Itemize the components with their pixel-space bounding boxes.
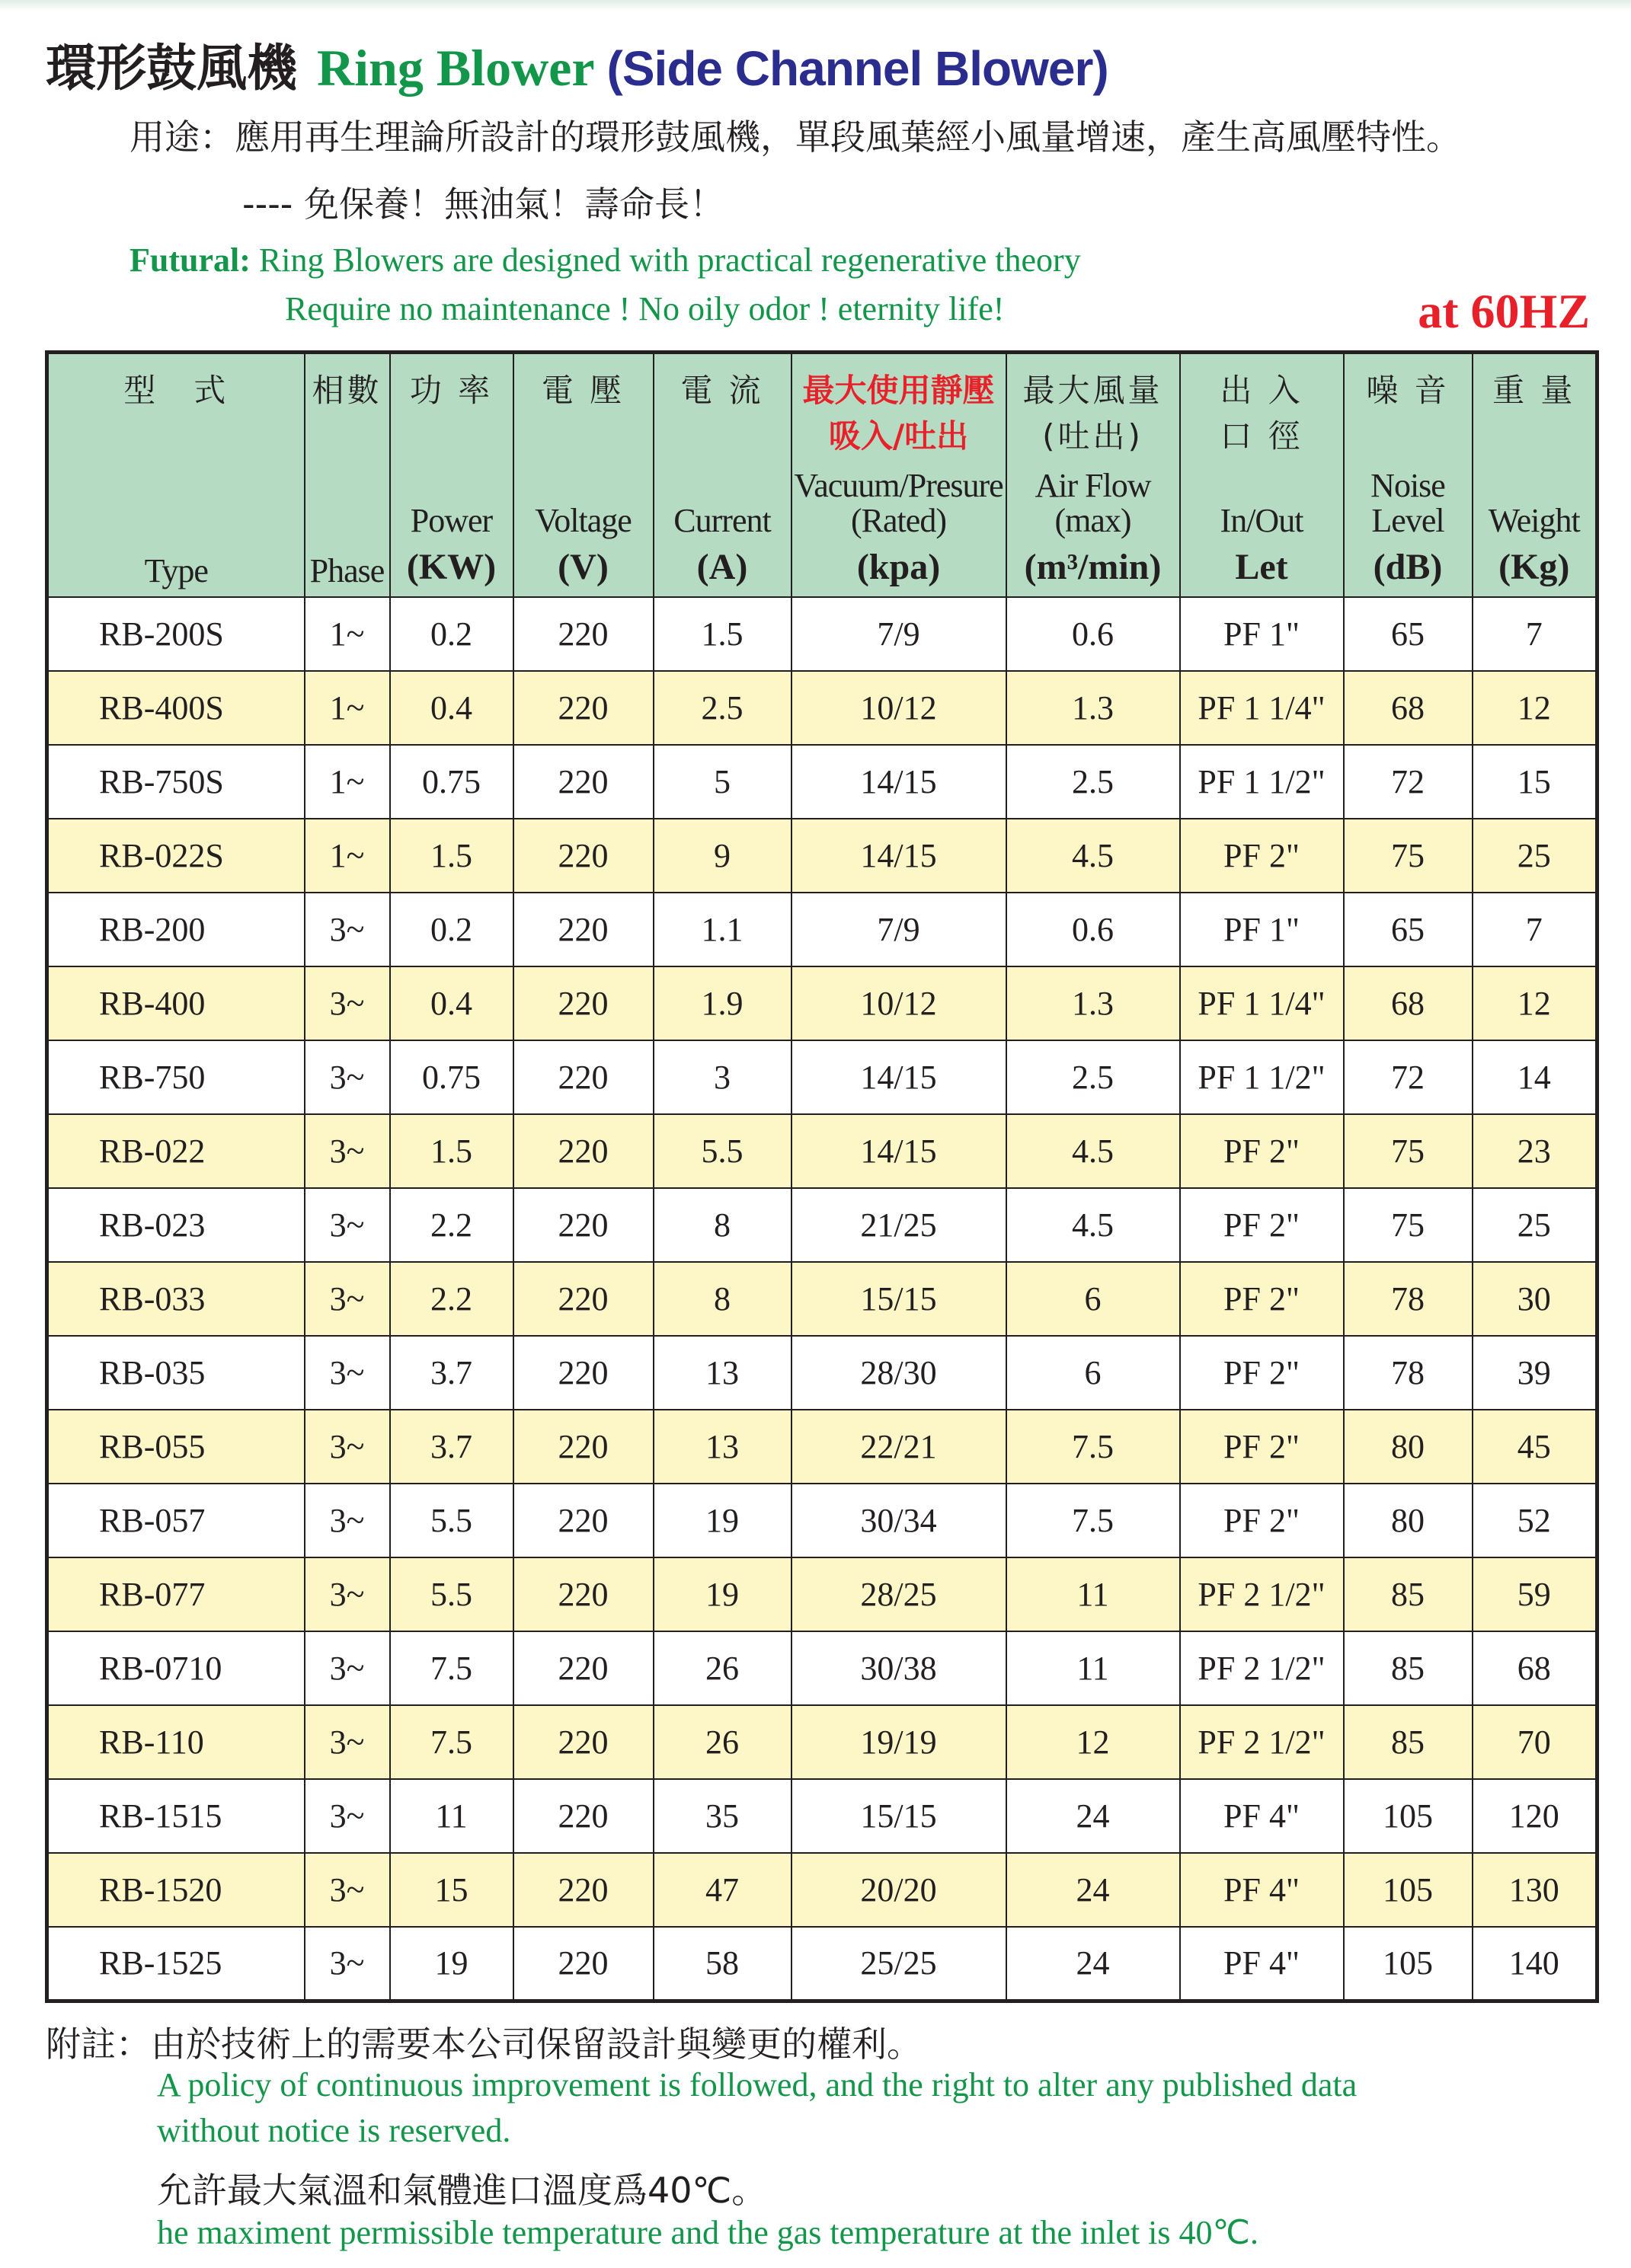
column-header-english: Air Flow (max) [1035, 467, 1151, 539]
cell-voltage: 220 [513, 893, 654, 966]
cell-type: RB-057 [47, 1484, 305, 1557]
cell-phase: 3~ [305, 893, 390, 966]
cell-weight: 68 [1473, 1631, 1597, 1705]
table-row [47, 745, 1597, 819]
cell-phase: 3~ [305, 966, 390, 1040]
cell-current: 5.5 [654, 1114, 792, 1188]
cell-inlet: PF 2 1/2" [1180, 1631, 1344, 1705]
frequency-label: at 60HZ [1418, 284, 1590, 338]
cell-type: RB-750S [47, 745, 305, 819]
cell-phase: 1~ [305, 745, 390, 819]
cell-phase: 3~ [305, 1705, 390, 1779]
cell-inlet: PF 2" [1180, 1188, 1344, 1262]
cell-airflow: 1.3 [1006, 966, 1180, 1040]
cell-voltage: 220 [513, 1779, 654, 1853]
cell-inlet: PF 4" [1180, 1853, 1344, 1927]
cell-power: 2.2 [390, 1188, 513, 1262]
column-header [390, 353, 513, 598]
column-header-chinese: 功 率 [409, 372, 494, 409]
cell-airflow: 4.5 [1006, 819, 1180, 893]
table-row [47, 1336, 1597, 1410]
cell-weight: 23 [1473, 1114, 1597, 1188]
table-row [47, 1410, 1597, 1484]
cell-current: 8 [654, 1188, 792, 1262]
column-header-chinese: 重 量 [1492, 372, 1576, 409]
cell-pressure: 7/9 [792, 893, 1006, 966]
cell-airflow: 7.5 [1006, 1484, 1180, 1557]
cell-phase: 1~ [305, 819, 390, 893]
column-header-content [391, 354, 513, 596]
table-row [47, 1927, 1597, 2001]
note-english-2: he maximent permissible temperature and the gas temperature at the inlet is 40℃. [157, 2214, 1258, 2251]
cell-noise: 72 [1344, 1040, 1473, 1114]
column-header-chinese: 最大風量 [1022, 372, 1163, 409]
column-header-unit: (KW) [406, 547, 497, 587]
cell-current: 1.5 [654, 597, 792, 671]
column-header-english: Weight [1488, 502, 1580, 539]
cell-phase: 3~ [305, 1114, 390, 1188]
column-header-unit: (m³/min) [1024, 547, 1162, 587]
cell-noise: 105 [1344, 1853, 1473, 1927]
cell-weight: 130 [1473, 1853, 1597, 1927]
cell-current: 19 [654, 1557, 792, 1631]
cell-noise: 80 [1344, 1410, 1473, 1484]
cell-noise: 72 [1344, 745, 1473, 819]
note-english-1b: without notice is reserved. [157, 2112, 511, 2149]
cell-inlet: PF 1" [1180, 597, 1344, 671]
cell-type: RB-750 [47, 1040, 305, 1114]
column-header-content [1473, 354, 1596, 596]
column-header [1344, 353, 1473, 598]
table-row [47, 819, 1597, 893]
cell-noise: 75 [1344, 1188, 1473, 1262]
cell-noise: 78 [1344, 1336, 1473, 1410]
cell-noise: 78 [1344, 1262, 1473, 1336]
cell-type: RB-110 [47, 1705, 305, 1779]
cell-inlet: PF 2 1/2" [1180, 1705, 1344, 1779]
table-row [47, 1484, 1597, 1557]
table-row [47, 597, 1597, 671]
cell-weight: 59 [1473, 1557, 1597, 1631]
column-header [1180, 353, 1344, 598]
cell-voltage: 220 [513, 1040, 654, 1114]
cell-power: 7.5 [390, 1705, 513, 1779]
cell-pressure: 10/12 [792, 966, 1006, 1040]
cell-weight: 30 [1473, 1262, 1597, 1336]
cell-power: 5.5 [390, 1484, 513, 1557]
note-english-1a: A policy of continuous improvement is followed, and the right to alter any published data [157, 2066, 1358, 2103]
cell-weight: 12 [1473, 671, 1597, 745]
futural-line-2: Require no maintenance ! No oily odor ! eternity life! [285, 290, 1005, 327]
column-header-english: Current [673, 502, 771, 539]
cell-airflow: 4.5 [1006, 1188, 1180, 1262]
cell-noise: 85 [1344, 1705, 1473, 1779]
column-header-chinese-2: (吐出) [1042, 417, 1143, 455]
column-header-chinese: 型 式 [123, 372, 229, 409]
cell-type: RB-1525 [47, 1927, 305, 2001]
table-row [47, 966, 1597, 1040]
cell-phase: 1~ [305, 671, 390, 745]
cell-noise: 65 [1344, 597, 1473, 671]
cell-phase: 3~ [305, 1631, 390, 1705]
title-subtitle: (Side Channel Blower) [606, 41, 1108, 96]
cell-pressure: 28/25 [792, 1557, 1006, 1631]
column-header-content [305, 354, 389, 596]
cell-pressure: 15/15 [792, 1262, 1006, 1336]
cell-pressure: 19/19 [792, 1705, 1006, 1779]
cell-power: 19 [390, 1927, 513, 2001]
cell-pressure: 7/9 [792, 597, 1006, 671]
table-row [47, 1557, 1597, 1631]
column-header-content [514, 354, 653, 596]
cell-power: 1.5 [390, 1114, 513, 1188]
cell-noise: 105 [1344, 1779, 1473, 1853]
cell-airflow: 11 [1006, 1557, 1180, 1631]
column-header-unit: (Kg) [1498, 547, 1570, 587]
cell-type: RB-1515 [47, 1779, 305, 1853]
usage-text: 用途：應用再生理論所設計的環形鼓風機，單段風葉經小風量增速，產生高風壓特性。 [130, 117, 1461, 158]
cell-weight: 7 [1473, 893, 1597, 966]
cell-type: RB-033 [47, 1262, 305, 1336]
column-header [47, 353, 305, 598]
cell-airflow: 2.5 [1006, 745, 1180, 819]
cell-power: 0.2 [390, 893, 513, 966]
cell-phase: 3~ [305, 1927, 390, 2001]
column-header-chinese: 噪 音 [1366, 372, 1450, 409]
column-header-unit: (A) [696, 547, 748, 587]
cell-voltage: 220 [513, 1336, 654, 1410]
cell-type: RB-055 [47, 1410, 305, 1484]
cell-pressure: 20/20 [792, 1853, 1006, 1927]
column-header-content [792, 354, 1006, 596]
column-header-content [1345, 354, 1472, 596]
column-header-chinese: 電 流 [680, 372, 764, 409]
slogan-text: ---- 免保養！無油氣！壽命長！ [242, 184, 725, 225]
column-header-chinese-2: 口 徑 [1220, 417, 1303, 455]
cell-airflow: 11 [1006, 1631, 1180, 1705]
cell-pressure: 10/12 [792, 671, 1006, 745]
cell-voltage: 220 [513, 1705, 654, 1779]
cell-pressure: 30/38 [792, 1631, 1006, 1705]
cell-airflow: 24 [1006, 1779, 1180, 1853]
cell-inlet: PF 2" [1180, 1410, 1344, 1484]
cell-type: RB-022 [47, 1114, 305, 1188]
note-chinese-2: 允許最大氣溫和氣體進口溫度爲40℃。 [157, 2170, 767, 2211]
cell-current: 13 [654, 1410, 792, 1484]
cell-noise: 68 [1344, 671, 1473, 745]
column-header [792, 353, 1006, 598]
cell-voltage: 220 [513, 1853, 654, 1927]
cell-voltage: 220 [513, 1262, 654, 1336]
cell-type: RB-077 [47, 1557, 305, 1631]
cell-noise: 105 [1344, 1927, 1473, 2001]
column-header-unit: (kpa) [856, 547, 941, 587]
cell-inlet: PF 1 1/4" [1180, 966, 1344, 1040]
futural-line-1 [130, 241, 1081, 280]
cell-pressure: 22/21 [792, 1410, 1006, 1484]
cell-power: 15 [390, 1853, 513, 1927]
cell-current: 26 [654, 1705, 792, 1779]
cell-airflow: 6 [1006, 1336, 1180, 1410]
cell-inlet: PF 4" [1180, 1779, 1344, 1853]
cell-pressure: 21/25 [792, 1188, 1006, 1262]
cell-weight: 12 [1473, 966, 1597, 1040]
column-header-chinese-2: 吸入/吐出 [828, 417, 969, 455]
table-row [47, 1114, 1597, 1188]
cell-phase: 3~ [305, 1040, 390, 1114]
cell-voltage: 220 [513, 745, 654, 819]
futural-text: Ring Blowers are designed with practical regenerative theory [250, 241, 1081, 279]
cell-airflow: 0.6 [1006, 893, 1180, 966]
cell-noise: 65 [1344, 893, 1473, 966]
cell-power: 0.2 [390, 597, 513, 671]
table-row [47, 1853, 1597, 1927]
cell-noise: 80 [1344, 1484, 1473, 1557]
cell-noise: 85 [1344, 1557, 1473, 1631]
cell-noise: 68 [1344, 966, 1473, 1040]
table-header-row [47, 353, 1597, 598]
cell-inlet: PF 2" [1180, 1114, 1344, 1188]
cell-power: 0.4 [390, 966, 513, 1040]
cell-weight: 120 [1473, 1779, 1597, 1853]
cell-current: 1.9 [654, 966, 792, 1040]
cell-phase: 1~ [305, 597, 390, 671]
cell-inlet: PF 2" [1180, 819, 1344, 893]
cell-current: 1.1 [654, 893, 792, 966]
cell-weight: 39 [1473, 1336, 1597, 1410]
cell-weight: 140 [1473, 1927, 1597, 2001]
cell-phase: 3~ [305, 1262, 390, 1336]
cell-inlet: PF 2" [1180, 1484, 1344, 1557]
cell-weight: 52 [1473, 1484, 1597, 1557]
column-header [654, 353, 792, 598]
column-header-chinese: 出 入 [1220, 372, 1303, 409]
cell-power: 0.75 [390, 1040, 513, 1114]
table-row [47, 1705, 1597, 1779]
cell-inlet: PF 1" [1180, 893, 1344, 966]
cell-voltage: 220 [513, 597, 654, 671]
column-header-unit: (V) [558, 547, 609, 587]
table-row [47, 1779, 1597, 1853]
cell-airflow: 1.3 [1006, 671, 1180, 745]
cell-power: 2.2 [390, 1262, 513, 1336]
cell-type: RB-200S [47, 597, 305, 671]
column-header-unit: (dB) [1373, 547, 1443, 587]
table-row [47, 1631, 1597, 1705]
cell-pressure: 14/15 [792, 745, 1006, 819]
column-header-content [1007, 354, 1179, 596]
column-header-chinese: 電 壓 [541, 372, 625, 409]
futural-label: Futural: [130, 241, 251, 279]
column-header-english: Type [144, 552, 208, 589]
table-row [47, 893, 1597, 966]
cell-phase: 3~ [305, 1410, 390, 1484]
cell-voltage: 220 [513, 1484, 654, 1557]
cell-weight: 70 [1473, 1705, 1597, 1779]
cell-inlet: PF 2" [1180, 1336, 1344, 1410]
cell-phase: 3~ [305, 1853, 390, 1927]
cell-inlet: PF 1 1/2" [1180, 1040, 1344, 1114]
cell-voltage: 220 [513, 1557, 654, 1631]
cell-inlet: PF 1 1/4" [1180, 671, 1344, 745]
cell-power: 7.5 [390, 1631, 513, 1705]
cell-current: 2.5 [654, 671, 792, 745]
cell-current: 35 [654, 1779, 792, 1853]
column-header-chinese: 最大使用靜壓 [802, 372, 995, 409]
column-header-english: Noise Level [1370, 467, 1445, 539]
top-band [0, 0, 1631, 11]
cell-weight: 45 [1473, 1410, 1597, 1484]
cell-noise: 85 [1344, 1631, 1473, 1705]
cell-current: 9 [654, 819, 792, 893]
column-header [1006, 353, 1180, 598]
cell-weight: 25 [1473, 819, 1597, 893]
cell-airflow: 2.5 [1006, 1040, 1180, 1114]
column-header-content [654, 354, 791, 596]
cell-current: 19 [654, 1484, 792, 1557]
cell-noise: 75 [1344, 1114, 1473, 1188]
cell-airflow: 4.5 [1006, 1114, 1180, 1188]
cell-airflow: 12 [1006, 1705, 1180, 1779]
cell-noise: 75 [1344, 819, 1473, 893]
cell-inlet: PF 2" [1180, 1262, 1344, 1336]
cell-phase: 3~ [305, 1557, 390, 1631]
column-header [1473, 353, 1597, 598]
cell-weight: 7 [1473, 597, 1597, 671]
cell-pressure: 30/34 [792, 1484, 1006, 1557]
cell-inlet: PF 4" [1180, 1927, 1344, 2001]
spec-table [45, 350, 1599, 2003]
column-header-english: Power [410, 502, 493, 539]
cell-pressure: 14/15 [792, 819, 1006, 893]
column-header-english: Phase [309, 552, 385, 589]
cell-pressure: 14/15 [792, 1040, 1006, 1114]
column-header [513, 353, 654, 598]
cell-type: RB-0710 [47, 1631, 305, 1705]
cell-airflow: 6 [1006, 1262, 1180, 1336]
cell-airflow: 24 [1006, 1853, 1180, 1927]
cell-type: RB-400S [47, 671, 305, 745]
cell-current: 8 [654, 1262, 792, 1336]
cell-power: 5.5 [390, 1557, 513, 1631]
cell-voltage: 220 [513, 1188, 654, 1262]
cell-pressure: 28/30 [792, 1336, 1006, 1410]
cell-pressure: 15/15 [792, 1779, 1006, 1853]
table-row [47, 671, 1597, 745]
table-row [47, 1040, 1597, 1114]
cell-power: 1.5 [390, 819, 513, 893]
cell-phase: 3~ [305, 1779, 390, 1853]
column-header-english: Voltage [535, 502, 632, 539]
cell-phase: 3~ [305, 1188, 390, 1262]
cell-power: 0.75 [390, 745, 513, 819]
cell-inlet: PF 1 1/2" [1180, 745, 1344, 819]
cell-type: RB-035 [47, 1336, 305, 1410]
column-header-content [49, 354, 304, 596]
cell-voltage: 220 [513, 819, 654, 893]
cell-current: 26 [654, 1631, 792, 1705]
cell-voltage: 220 [513, 1410, 654, 1484]
cell-airflow: 7.5 [1006, 1410, 1180, 1484]
cell-power: 0.4 [390, 671, 513, 745]
cell-type: RB-023 [47, 1188, 305, 1262]
column-header-content [1181, 354, 1343, 596]
cell-voltage: 220 [513, 1927, 654, 2001]
cell-current: 5 [654, 745, 792, 819]
column-header-english-2: (Rated) [851, 502, 946, 539]
title-chinese: 環形鼓風機 [46, 39, 297, 97]
column-header-english: Vacuum/Presure [794, 467, 1003, 504]
cell-voltage: 220 [513, 671, 654, 745]
column-header [305, 353, 390, 598]
column-header-chinese: 相數 [312, 372, 382, 409]
cell-type: RB-1520 [47, 1853, 305, 1927]
cell-type: RB-200 [47, 893, 305, 966]
note-chinese-1: 附註：由於技術上的需要本公司保留設計與變更的權利。 [46, 2024, 922, 2065]
table-row [47, 1262, 1597, 1336]
cell-phase: 3~ [305, 1484, 390, 1557]
cell-phase: 3~ [305, 1336, 390, 1410]
cell-voltage: 220 [513, 1631, 654, 1705]
cell-weight: 25 [1473, 1188, 1597, 1262]
cell-power: 3.7 [390, 1336, 513, 1410]
cell-pressure: 25/25 [792, 1927, 1006, 2001]
cell-weight: 14 [1473, 1040, 1597, 1114]
cell-inlet: PF 2 1/2" [1180, 1557, 1344, 1631]
cell-airflow: 0.6 [1006, 597, 1180, 671]
cell-weight: 15 [1473, 745, 1597, 819]
cell-current: 58 [654, 1927, 792, 2001]
cell-type: RB-400 [47, 966, 305, 1040]
cell-current: 47 [654, 1853, 792, 1927]
cell-current: 13 [654, 1336, 792, 1410]
cell-power: 3.7 [390, 1410, 513, 1484]
cell-pressure: 14/15 [792, 1114, 1006, 1188]
cell-type: RB-022S [47, 819, 305, 893]
table-row [47, 1188, 1597, 1262]
cell-power: 11 [390, 1779, 513, 1853]
column-header-english: In/Out [1220, 502, 1303, 539]
title-english: Ring Blower [317, 39, 595, 97]
cell-airflow: 24 [1006, 1927, 1180, 2001]
cell-voltage: 220 [513, 1114, 654, 1188]
column-header-unit: Let [1235, 547, 1288, 587]
cell-current: 3 [654, 1040, 792, 1114]
page-title [46, 27, 1108, 100]
cell-voltage: 220 [513, 966, 654, 1040]
